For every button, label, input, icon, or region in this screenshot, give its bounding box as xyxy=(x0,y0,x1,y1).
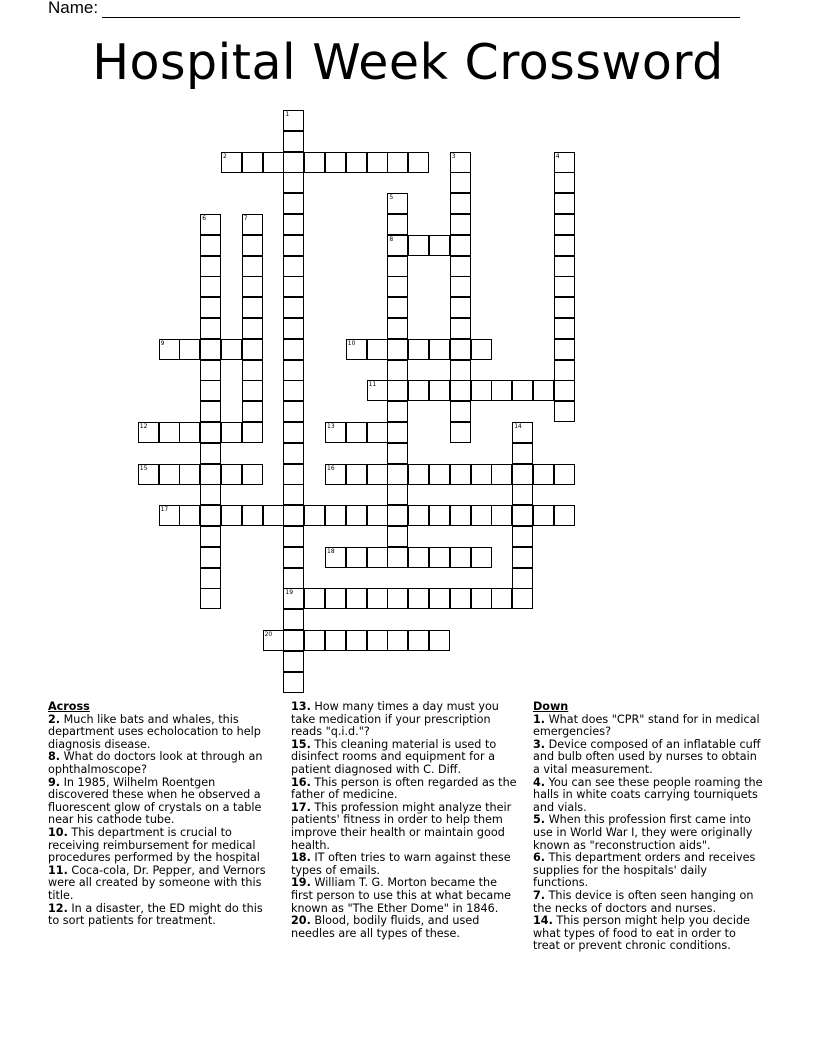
across-clues-column xyxy=(48,701,274,928)
clue-item xyxy=(48,751,274,776)
grid-cell[interactable] xyxy=(325,152,346,173)
grid-cell[interactable] xyxy=(346,152,367,173)
grid-cell[interactable] xyxy=(346,422,367,443)
grid-cell[interactable] xyxy=(283,318,304,339)
clue-item xyxy=(291,802,521,852)
clue-text: What does "CPR" stand for in medical emergencies? xyxy=(533,712,760,739)
clue-number: 19. xyxy=(291,876,311,890)
grid-cell[interactable] xyxy=(387,547,408,568)
grid-cell[interactable] xyxy=(387,152,408,173)
grid-cell[interactable] xyxy=(179,422,200,443)
grid-cell[interactable] xyxy=(491,505,512,526)
grid-cell[interactable] xyxy=(471,505,492,526)
grid-cell[interactable] xyxy=(387,297,408,318)
grid-cell[interactable] xyxy=(221,505,242,526)
grid-cell[interactable] xyxy=(179,339,200,360)
clue-item xyxy=(291,915,521,940)
grid-cell[interactable] xyxy=(200,547,221,568)
grid-cell[interactable] xyxy=(429,547,450,568)
clue-number-label: 19 xyxy=(285,589,294,597)
grid-cell[interactable] xyxy=(408,464,429,485)
clue-number-label: 15 xyxy=(139,464,148,472)
grid-cell[interactable] xyxy=(346,339,367,360)
grid-cell[interactable] xyxy=(471,339,492,360)
grid-cell[interactable] xyxy=(367,152,388,173)
grid-cell[interactable] xyxy=(200,256,221,277)
clue-text: How many times a day must you take medication if your prescription reads "q.i.d."? xyxy=(291,700,499,739)
clue-item xyxy=(291,877,521,915)
clue-number-label: 14 xyxy=(514,423,522,430)
clue-text: Blood, bodily fluids, and used needles are all types of these. xyxy=(291,914,480,940)
clue-number: 9. xyxy=(48,775,61,789)
grid-cell[interactable] xyxy=(283,630,304,651)
grid-cell[interactable] xyxy=(179,505,200,526)
grid-cell[interactable] xyxy=(554,152,575,173)
grid-cell[interactable] xyxy=(387,276,408,297)
grid-cell[interactable] xyxy=(512,422,533,443)
grid-cell[interactable] xyxy=(325,422,346,443)
grid-cell[interactable] xyxy=(367,505,388,526)
clue-item xyxy=(533,714,763,739)
clue-text: This person might help you decide what types of food to eat in order to treat or prevent chronic conditions. xyxy=(533,914,750,953)
clue-number-label: 13 xyxy=(327,423,335,430)
grid-cell[interactable] xyxy=(283,443,304,464)
grid-cell[interactable] xyxy=(408,380,429,401)
clue-number-label: 1 xyxy=(285,111,290,118)
grid-cell[interactable] xyxy=(242,360,263,381)
grid-cell[interactable] xyxy=(429,588,450,609)
clue-item xyxy=(533,739,763,777)
clue-item xyxy=(48,865,274,903)
grid-cell[interactable] xyxy=(450,172,471,193)
clue-number: 12. xyxy=(48,901,68,915)
grid-cell[interactable] xyxy=(533,464,554,485)
grid-cell[interactable] xyxy=(554,464,575,485)
clue-number-label: 17 xyxy=(160,506,169,514)
grid-cell[interactable] xyxy=(429,380,450,401)
grid-cell[interactable] xyxy=(554,214,575,235)
grid-cell[interactable] xyxy=(221,152,242,173)
grid-cell[interactable] xyxy=(387,214,408,235)
clue-number: 13. xyxy=(291,700,311,713)
grid-cell[interactable] xyxy=(429,235,450,256)
grid-cell[interactable] xyxy=(242,464,263,485)
grid-cell[interactable] xyxy=(283,568,304,589)
clue-text: This profession might analyze their patients' fitness in order to help them improve their health or maintain good health. xyxy=(291,800,512,852)
clue-item xyxy=(533,915,763,953)
grid-cell[interactable] xyxy=(283,401,304,422)
grid-cell[interactable] xyxy=(283,609,304,630)
clue-item xyxy=(533,890,763,915)
grid-cell[interactable] xyxy=(387,256,408,277)
grid-cell[interactable] xyxy=(304,152,325,173)
clue-number-label: 18 xyxy=(327,547,335,555)
grid-cell[interactable] xyxy=(221,339,242,360)
clue-number: 2. xyxy=(48,712,61,726)
grid-cell[interactable] xyxy=(450,235,471,256)
clue-number-label: 9 xyxy=(160,339,165,347)
clue-text: This device is often seen hanging on the necks of doctors and nurses. xyxy=(533,888,754,915)
grid-cell[interactable] xyxy=(450,464,471,485)
grid-cell[interactable] xyxy=(554,401,575,422)
clue-text: What do doctors look at through an ophthalmoscope? xyxy=(48,750,263,776)
grid-cell[interactable] xyxy=(159,339,180,360)
grid-cell[interactable] xyxy=(554,297,575,318)
grid-cell[interactable] xyxy=(200,297,221,318)
grid-cell[interactable] xyxy=(283,256,304,277)
grid-cell[interactable] xyxy=(512,380,533,401)
grid-cell[interactable] xyxy=(283,505,304,526)
grid-cell[interactable] xyxy=(554,235,575,256)
grid-cell[interactable] xyxy=(242,276,263,297)
grid-cell[interactable] xyxy=(533,380,554,401)
grid-cell[interactable] xyxy=(491,380,512,401)
clue-number-label: 11 xyxy=(368,381,377,389)
grid-cell[interactable] xyxy=(325,547,346,568)
grid-cell[interactable] xyxy=(283,297,304,318)
clue-number-label: 20 xyxy=(264,631,273,638)
across-heading: Across xyxy=(48,700,90,713)
grid-cell[interactable] xyxy=(429,505,450,526)
grid-cell[interactable] xyxy=(283,152,304,173)
grid-cell[interactable] xyxy=(554,380,575,401)
grid-cell[interactable] xyxy=(512,526,533,547)
clue-number-label: 12 xyxy=(139,423,148,430)
grid-cell[interactable] xyxy=(408,547,429,568)
grid-cell[interactable] xyxy=(491,588,512,609)
grid-cell[interactable] xyxy=(450,276,471,297)
grid-cell[interactable] xyxy=(242,256,263,277)
grid-cell[interactable] xyxy=(242,505,263,526)
grid-cell[interactable] xyxy=(283,193,304,214)
grid-cell[interactable] xyxy=(283,110,304,131)
clue-text: This department is crucial to receiving reimbursement for medical procedures performed by the hospital xyxy=(48,825,260,865)
grid-cell[interactable] xyxy=(159,505,180,526)
grid-cell[interactable] xyxy=(200,526,221,547)
grid-cell[interactable] xyxy=(367,464,388,485)
grid-cell[interactable] xyxy=(242,214,263,235)
grid-cell[interactable] xyxy=(159,422,180,443)
grid-cell[interactable] xyxy=(450,422,471,443)
grid-cell[interactable] xyxy=(554,339,575,360)
clue-item xyxy=(48,714,274,752)
clue-item xyxy=(291,852,521,877)
grid-cell[interactable] xyxy=(346,547,367,568)
clue-text: When this profession first came into use in World War I, they were originally known as "reconstruction aids". xyxy=(533,813,753,852)
grid-cell[interactable] xyxy=(387,401,408,422)
clue-text: This person is often regarded as the father of medicine. xyxy=(291,775,517,802)
grid-cell[interactable] xyxy=(367,422,388,443)
grid-cell[interactable] xyxy=(408,588,429,609)
grid-cell[interactable] xyxy=(200,318,221,339)
grid-cell[interactable] xyxy=(283,380,304,401)
grid-cell[interactable] xyxy=(491,464,512,485)
grid-cell[interactable] xyxy=(450,256,471,277)
grid-cell[interactable] xyxy=(283,276,304,297)
grid-cell[interactable] xyxy=(283,172,304,193)
grid-cell[interactable] xyxy=(387,380,408,401)
grid-cell[interactable] xyxy=(554,256,575,277)
grid-cell[interactable] xyxy=(283,235,304,256)
grid-cell[interactable] xyxy=(242,318,263,339)
clue-number: 17. xyxy=(291,800,311,814)
grid-cell[interactable] xyxy=(450,339,471,360)
grid-cell[interactable] xyxy=(242,297,263,318)
grid-cell[interactable] xyxy=(387,422,408,443)
grid-cell[interactable] xyxy=(471,464,492,485)
grid-cell[interactable] xyxy=(450,547,471,568)
grid-cell[interactable] xyxy=(346,630,367,651)
clue-text: Coca-cola, Dr. Pepper, and Vernors were all created by someone with this title. xyxy=(48,863,266,902)
clue-item xyxy=(48,827,274,865)
grid-cell[interactable] xyxy=(450,401,471,422)
clue-item xyxy=(291,777,521,802)
grid-cell[interactable] xyxy=(429,630,450,651)
grid-cell[interactable] xyxy=(387,360,408,381)
grid-cell[interactable] xyxy=(283,131,304,152)
grid-cell[interactable] xyxy=(512,484,533,505)
grid-cell[interactable] xyxy=(325,464,346,485)
grid-cell[interactable] xyxy=(387,484,408,505)
grid-cell[interactable] xyxy=(263,630,284,651)
grid-cell[interactable] xyxy=(429,464,450,485)
clue-item xyxy=(48,777,274,827)
grid-cell[interactable] xyxy=(450,297,471,318)
grid-cell[interactable] xyxy=(387,464,408,485)
grid-cell[interactable] xyxy=(200,235,221,256)
grid-cell[interactable] xyxy=(512,547,533,568)
clue-item xyxy=(291,739,521,777)
grid-cell[interactable] xyxy=(283,547,304,568)
grid-cell[interactable] xyxy=(450,360,471,381)
grid-cell[interactable] xyxy=(159,464,180,485)
grid-cell[interactable] xyxy=(512,568,533,589)
grid-cell[interactable] xyxy=(387,443,408,464)
grid-cell[interactable] xyxy=(408,152,429,173)
down-clues-column xyxy=(533,701,763,953)
grid-cell[interactable] xyxy=(283,360,304,381)
grid-cell[interactable] xyxy=(554,276,575,297)
grid-cell[interactable] xyxy=(263,152,284,173)
grid-cell[interactable] xyxy=(179,464,200,485)
clue-number: 4. xyxy=(533,775,546,789)
grid-cell[interactable] xyxy=(304,630,325,651)
grid-cell[interactable] xyxy=(200,422,221,443)
clue-item xyxy=(291,701,521,739)
grid-cell[interactable] xyxy=(387,339,408,360)
clue-number: 18. xyxy=(291,851,311,865)
grid-cell[interactable] xyxy=(200,464,221,485)
clue-item xyxy=(48,903,274,928)
grid-cell[interactable] xyxy=(200,401,221,422)
grid-cell[interactable] xyxy=(325,505,346,526)
down-heading: Down xyxy=(533,700,569,713)
grid-cell[interactable] xyxy=(304,505,325,526)
clue-number: 15. xyxy=(291,737,311,751)
grid-cell[interactable] xyxy=(387,193,408,214)
across-clues-column-continued xyxy=(291,701,521,940)
clue-text: You can see these people roaming the halls in white coats carrying tourniquets and vials. xyxy=(533,775,763,814)
grid-cell[interactable] xyxy=(512,588,533,609)
grid-cell[interactable] xyxy=(283,651,304,672)
grid-cell[interactable] xyxy=(512,443,533,464)
clue-number: 14. xyxy=(533,914,553,928)
clue-number: 3. xyxy=(533,737,546,751)
grid-cell[interactable] xyxy=(242,235,263,256)
grid-cell[interactable] xyxy=(387,505,408,526)
grid-cell[interactable] xyxy=(450,152,471,173)
grid-cell[interactable] xyxy=(200,360,221,381)
grid-cell[interactable] xyxy=(471,547,492,568)
clue-number: 11. xyxy=(48,863,68,877)
clue-number: 7. xyxy=(533,888,546,902)
grid-cell[interactable] xyxy=(200,484,221,505)
clue-number-label: 16 xyxy=(327,464,335,472)
clue-number: 8. xyxy=(48,750,61,764)
grid-cell[interactable] xyxy=(346,505,367,526)
grid-cell[interactable] xyxy=(533,505,554,526)
grid-cell[interactable] xyxy=(221,422,242,443)
grid-cell[interactable] xyxy=(512,505,533,526)
grid-cell[interactable] xyxy=(450,214,471,235)
grid-cell[interactable] xyxy=(200,443,221,464)
grid-cell[interactable] xyxy=(387,630,408,651)
clue-text: Much like bats and whales, this department uses echolocation to help diagnosis disease. xyxy=(48,712,261,751)
grid-cell[interactable] xyxy=(367,630,388,651)
grid-cell[interactable] xyxy=(304,588,325,609)
grid-cell[interactable] xyxy=(283,214,304,235)
grid-cell[interactable] xyxy=(367,588,388,609)
grid-cell[interactable] xyxy=(387,235,408,256)
grid-cell[interactable] xyxy=(263,505,284,526)
clue-number-label: 7 xyxy=(243,215,248,222)
grid-cell[interactable] xyxy=(283,484,304,505)
grid-cell[interactable] xyxy=(554,172,575,193)
clue-number-label: 4 xyxy=(555,152,560,160)
grid-cell[interactable] xyxy=(367,380,388,401)
grid-cell[interactable] xyxy=(283,422,304,443)
grid-cell[interactable] xyxy=(242,152,263,173)
clue-item xyxy=(533,777,763,815)
clue-number-label: 6 xyxy=(202,215,207,222)
grid-cell[interactable] xyxy=(200,568,221,589)
clue-text: IT often tries to warn against these types of emails. xyxy=(291,851,511,877)
grid-cell[interactable] xyxy=(450,318,471,339)
grid-cell[interactable] xyxy=(283,672,304,693)
grid-cell[interactable] xyxy=(283,339,304,360)
page-title: Hospital Week Crossword xyxy=(92,34,724,91)
grid-cell[interactable] xyxy=(367,339,388,360)
clue-text: William T. G. Morton became the first person to use this at what became known as "The Ether Dome" in 1846. xyxy=(291,876,512,915)
clue-number: 10. xyxy=(48,825,68,839)
grid-cell[interactable] xyxy=(283,588,304,609)
clue-number-label: 5 xyxy=(389,194,394,202)
grid-cell[interactable] xyxy=(450,505,471,526)
grid-cell[interactable] xyxy=(200,588,221,609)
grid-cell[interactable] xyxy=(283,464,304,485)
grid-cell[interactable] xyxy=(138,422,159,443)
clue-number-label: 3 xyxy=(451,152,456,160)
grid-cell[interactable] xyxy=(471,588,492,609)
grid-cell[interactable] xyxy=(450,380,471,401)
grid-cell[interactable] xyxy=(408,505,429,526)
grid-cell[interactable] xyxy=(325,588,346,609)
grid-cell[interactable] xyxy=(450,193,471,214)
grid-cell[interactable] xyxy=(221,464,242,485)
grid-cell[interactable] xyxy=(408,235,429,256)
grid-cell[interactable] xyxy=(554,318,575,339)
grid-cell[interactable] xyxy=(387,588,408,609)
clue-number: 1. xyxy=(533,712,546,726)
grid-cell[interactable] xyxy=(325,630,346,651)
grid-cell[interactable] xyxy=(242,339,263,360)
grid-cell[interactable] xyxy=(367,547,388,568)
grid-cell[interactable] xyxy=(471,380,492,401)
grid-cell[interactable] xyxy=(429,339,450,360)
grid-cell[interactable] xyxy=(408,630,429,651)
grid-cell[interactable] xyxy=(554,360,575,381)
grid-cell[interactable] xyxy=(138,464,159,485)
grid-cell[interactable] xyxy=(283,526,304,547)
clue-item xyxy=(533,852,763,890)
clue-number-label: 10 xyxy=(347,339,356,347)
clue-number-label: 2 xyxy=(223,152,227,160)
clue-number: 6. xyxy=(533,851,546,865)
grid-cell[interactable] xyxy=(346,588,367,609)
grid-cell[interactable] xyxy=(200,380,221,401)
grid-cell[interactable] xyxy=(554,505,575,526)
grid-cell[interactable] xyxy=(408,339,429,360)
clue-number: 5. xyxy=(533,813,546,827)
clue-text: This department orders and receives supplies for the hospitals' daily functions. xyxy=(533,851,756,890)
clue-number-label: 8 xyxy=(389,235,394,243)
grid-cell[interactable] xyxy=(200,214,221,235)
clue-text: Device composed of an inflatable cuff and bulb often used by nurses to obtain a vital measurement. xyxy=(533,737,761,776)
clue-text: This cleaning material is used to disinfect rooms and equipment for a patient diagnosed with C. Diff. xyxy=(291,737,497,776)
name-label: Name: xyxy=(48,0,99,17)
grid-cell[interactable] xyxy=(346,464,367,485)
clue-text: In a disaster, the ED might do this to sort patients for treatment. xyxy=(48,901,263,928)
grid-cell[interactable] xyxy=(242,380,263,401)
clue-number: 16. xyxy=(291,775,311,789)
clue-item xyxy=(533,814,763,852)
grid-cell[interactable] xyxy=(512,464,533,485)
grid-cell[interactable] xyxy=(387,526,408,547)
grid-cell[interactable] xyxy=(387,318,408,339)
clue-number: 20. xyxy=(291,914,311,928)
grid-cell[interactable] xyxy=(200,276,221,297)
grid-cell[interactable] xyxy=(242,422,263,443)
grid-cell[interactable] xyxy=(242,401,263,422)
grid-cell[interactable] xyxy=(200,339,221,360)
clue-text: In 1985, Wilhelm Roentgen discovered these when he observed a fluorescent glow of crystals on a table near his cathode tube. xyxy=(48,775,262,827)
grid-cell[interactable] xyxy=(200,505,221,526)
grid-cell[interactable] xyxy=(450,588,471,609)
grid-cell[interactable] xyxy=(554,193,575,214)
